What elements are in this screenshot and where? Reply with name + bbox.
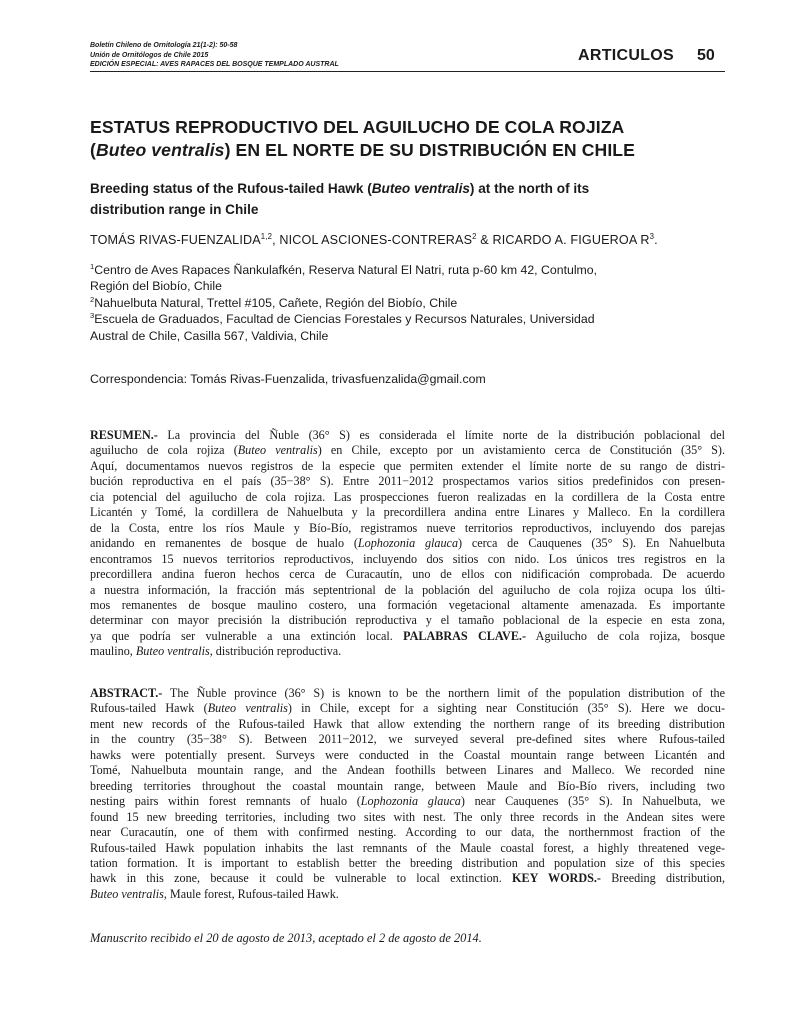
abstract-paragraph <box>90 686 725 902</box>
affiliation-line <box>90 311 730 327</box>
title-text: ) EN EL NORTE DE SU DISTRIBUCIÓN EN CHILE <box>224 140 635 160</box>
resumen-text: maulino, <box>90 644 136 659</box>
article-title <box>90 116 730 162</box>
resumen-line: Licantén y Tomé, la cordillera de Nahuelbuta y la precordillera andina entre Linares y Malleco. En la cordillera <box>90 505 725 520</box>
abstract-line <box>90 701 725 716</box>
author-name: TOMÁS RIVAS-FUENZALIDA <box>90 233 261 247</box>
resumen-line <box>90 428 725 443</box>
resumen-text: anidando en remanentes de bosque de hualo ( <box>90 536 358 551</box>
abstract-label: ABSTRACT.- <box>90 686 163 700</box>
section-label: ARTICULOS <box>578 47 675 64</box>
species-name: Lophozonia glauca <box>357 536 459 551</box>
abstract-line <box>90 887 725 902</box>
resumen-text: La provincia del Ñuble (36° S) es considerada el límite norte de la distribución poblacional del <box>157 428 725 442</box>
resumen-text: Aguilucho de cola rojiza, bosque <box>526 628 726 643</box>
species-name: Buteo ventralis <box>95 140 225 160</box>
abstract-line: tation formation. It is important to establish better the breeding distribution and population size of this species <box>90 855 725 870</box>
resumen-text: , distribución reproductiva. <box>209 644 342 659</box>
resumen-line: a nuestra información, la fracción más septentrional de la población del aguilucho de cola rojiza ocupa los últi- <box>90 582 725 597</box>
subtitle-line: distribution range in Chile <box>90 202 259 217</box>
author-affiliation-ref: 3 <box>649 231 655 241</box>
abstract-line: ment new records of the Rufous-tailed Hawk that allow extending the northern range of its breeding distribution <box>90 716 725 731</box>
abstract-line: near Curacautín, one of them with confirmed nesting. According to our data, the northernmost fraction of the <box>90 825 725 840</box>
resumen-paragraph <box>90 428 725 660</box>
resumen-label: RESUMEN.- <box>90 428 158 442</box>
author-list <box>90 233 730 247</box>
resumen-line: mos remanentes de bosque maulino costero, una formación vegetacional altamente amenazada. Es importante <box>90 597 725 612</box>
author-list-end: . <box>654 233 658 247</box>
page-number: 50 <box>697 47 715 64</box>
abstract-text: Rufous-tailed Hawk ( <box>90 701 208 716</box>
species-name: Buteo ventralis <box>371 181 470 196</box>
species-name: Buteo ventralis <box>207 701 288 716</box>
abstract-text: hawk in this zone, because it could be vulnerable to local extinction. <box>90 871 513 886</box>
abstract-text: Breeding distribution, <box>600 871 726 886</box>
affiliation-text: Escuela de Graduados, Facultad de Ciencias Forestales y Recursos Naturales, Universidad <box>94 312 595 327</box>
affiliations <box>90 262 730 344</box>
abstract-line: found 15 new breeding territories, including two sites with nest. The only three records in the Andean sites were <box>90 809 725 824</box>
abstract-text: , Maule forest, Rufous-tailed Hawk. <box>163 886 339 901</box>
affiliation-number: 1 <box>90 261 95 271</box>
resumen-line: de la Costa, entre los ríos Maule y Bío-Bío, registramos nueve territorios reproductivos, incluyendo dos parejas <box>90 520 725 535</box>
abstract-line: Tomé, Nahuelbuta mountain range, and the Andean foothills between Linares and Malleco. We recorded nine <box>90 763 725 778</box>
affiliation-text: Centro de Aves Rapaces Ñankulafkén, Reserva Natural El Natri, ruta p-60 km 42, Contulmo, <box>94 263 598 277</box>
resumen-text: ) cerca de Cauquenes (35° S). En Nahuelbuta <box>458 536 726 551</box>
affiliation-number: 3 <box>90 311 95 321</box>
journal-publisher-line: Unión de Ornitólogos de Chile 2015 <box>90 51 209 59</box>
resumen-line <box>90 629 725 644</box>
affiliation-line: Austral de Chile, Casilla 567, Valdivia, Chile <box>90 328 329 343</box>
affiliation-line <box>90 262 730 278</box>
species-name: Buteo ventralis <box>237 443 318 458</box>
journal-citation-line: Boletín Chileno de Ornitología 21(1-2): 50-58 <box>90 42 238 49</box>
subtitle-line <box>90 178 730 199</box>
abstract-line: in the country (35−38° S). Between 2011−2012, we surveyed several pre-defined sites where Rufous-tailed <box>90 732 725 747</box>
author-name: & RICARDO A. FIGUEROA R <box>476 233 650 247</box>
special-edition-line: EDICIÓN ESPECIAL: AVES RAPACES DEL BOSQUE TEMPLADO AUSTRAL <box>90 61 339 68</box>
resumen-line <box>90 443 725 458</box>
title-line: ESTATUS REPRODUCTIVO DEL AGUILUCHO DE COLA ROJIZA <box>90 117 625 137</box>
author-affiliation-ref: 2 <box>472 231 477 241</box>
abstract-line: Rufous-tailed Hawk population inhabits the last remnants of the Maule coastal forest, a highly threatened vege- <box>90 840 725 855</box>
keywords-label: KEY WORDS.- <box>512 871 601 886</box>
subtitle-text: Breeding status of the Rufous-tailed Hawk ( <box>90 181 372 196</box>
keywords-label: PALABRAS CLAVE.- <box>403 628 527 643</box>
manuscript-dates: Manuscrito recibido el 20 de agosto de 2013, aceptado el 2 de agosto de 2014. <box>90 931 482 945</box>
resumen-line <box>90 644 725 659</box>
title-line <box>90 139 730 162</box>
resumen-text: ) en Chile, excepto por un avistamiento cerca de Constitución (35° S). <box>317 443 726 458</box>
resumen-line: bución reproductiva en el país (35−38° S). Entre 2011−2012 prospectamos varios sitios predefinidos con presen- <box>90 474 725 489</box>
subtitle-text: ) at the north of its <box>469 181 590 196</box>
resumen-line: encontramos 15 nuevos territorios reproductivos, incluyendo dos sitios con nido. Los únicos tres registros en la <box>90 551 725 566</box>
abstract-text: ) near Cauquenes (35° S). In Nahuelbuta, we <box>460 794 725 809</box>
abstract-line: hawks were potentially present. Surveys were conducted in the Coastal mountain range between Licantén and <box>90 747 725 762</box>
header-divider <box>90 71 725 72</box>
resumen-text: aguilucho de cola rojiza ( <box>90 443 238 458</box>
affiliation-line <box>90 295 730 311</box>
abstract-line <box>90 686 725 701</box>
affiliation-text: Nahuelbuta Natural, Trettel #105, Cañete, Región del Biobío, Chile <box>94 295 458 310</box>
correspondence: Correspondencia: Tomás Rivas-Fuenzalida, trivasfuenzalida@gmail.com <box>90 372 486 386</box>
affiliation-line: Región del Biobío, Chile <box>90 279 222 294</box>
resumen-line: Aquí, documentamos nuevos registros de la especie que permiten extender el límite norte de su rango de distri- <box>90 458 725 473</box>
species-name: Buteo ventralis <box>90 886 164 901</box>
abstract-text: ) in Chile, except for a sighting near Constitución (35° S). Here we docu- <box>287 701 725 716</box>
author-name: , NICOL ASCIONES-CONTRERAS <box>272 233 473 247</box>
abstract-line <box>90 871 725 886</box>
abstract-text: The Ñuble province (36° S) is known to be the northern limit of the population distribution of the <box>162 686 725 700</box>
species-name: Lophozonia glauca <box>360 794 461 809</box>
resumen-text: ya que podría ser vulnerable a una extinción local. <box>90 628 404 643</box>
resumen-line: precordillera andina fueron hechos cerca de Curacautín, uno de ellos con nidificación comprobada. De acuerdo <box>90 567 725 582</box>
journal-citation <box>90 41 410 70</box>
resumen-line: cia potencial del aguilucho de cola rojiza. Las prospecciones fueron realizadas en la cordillera de la Costa entre <box>90 489 725 504</box>
author-affiliation-ref: 1,2 <box>260 231 273 241</box>
abstract-line <box>90 794 725 809</box>
title-text: ( <box>90 140 96 160</box>
resumen-line: determinar con mayor precisión la distribución reproductiva y el tamaño poblacional de la especie en esta zona, <box>90 613 725 628</box>
english-title <box>90 178 730 220</box>
abstract-line: breeding territories throughout the coastal mountain range, between Maule and Bío-Bío rivers, including two <box>90 778 725 793</box>
affiliation-number: 2 <box>90 294 95 304</box>
resumen-line <box>90 536 725 551</box>
species-name: Buteo ventralis <box>135 644 210 659</box>
abstract-text: nesting pairs within forest remnants of hualo ( <box>90 794 361 809</box>
